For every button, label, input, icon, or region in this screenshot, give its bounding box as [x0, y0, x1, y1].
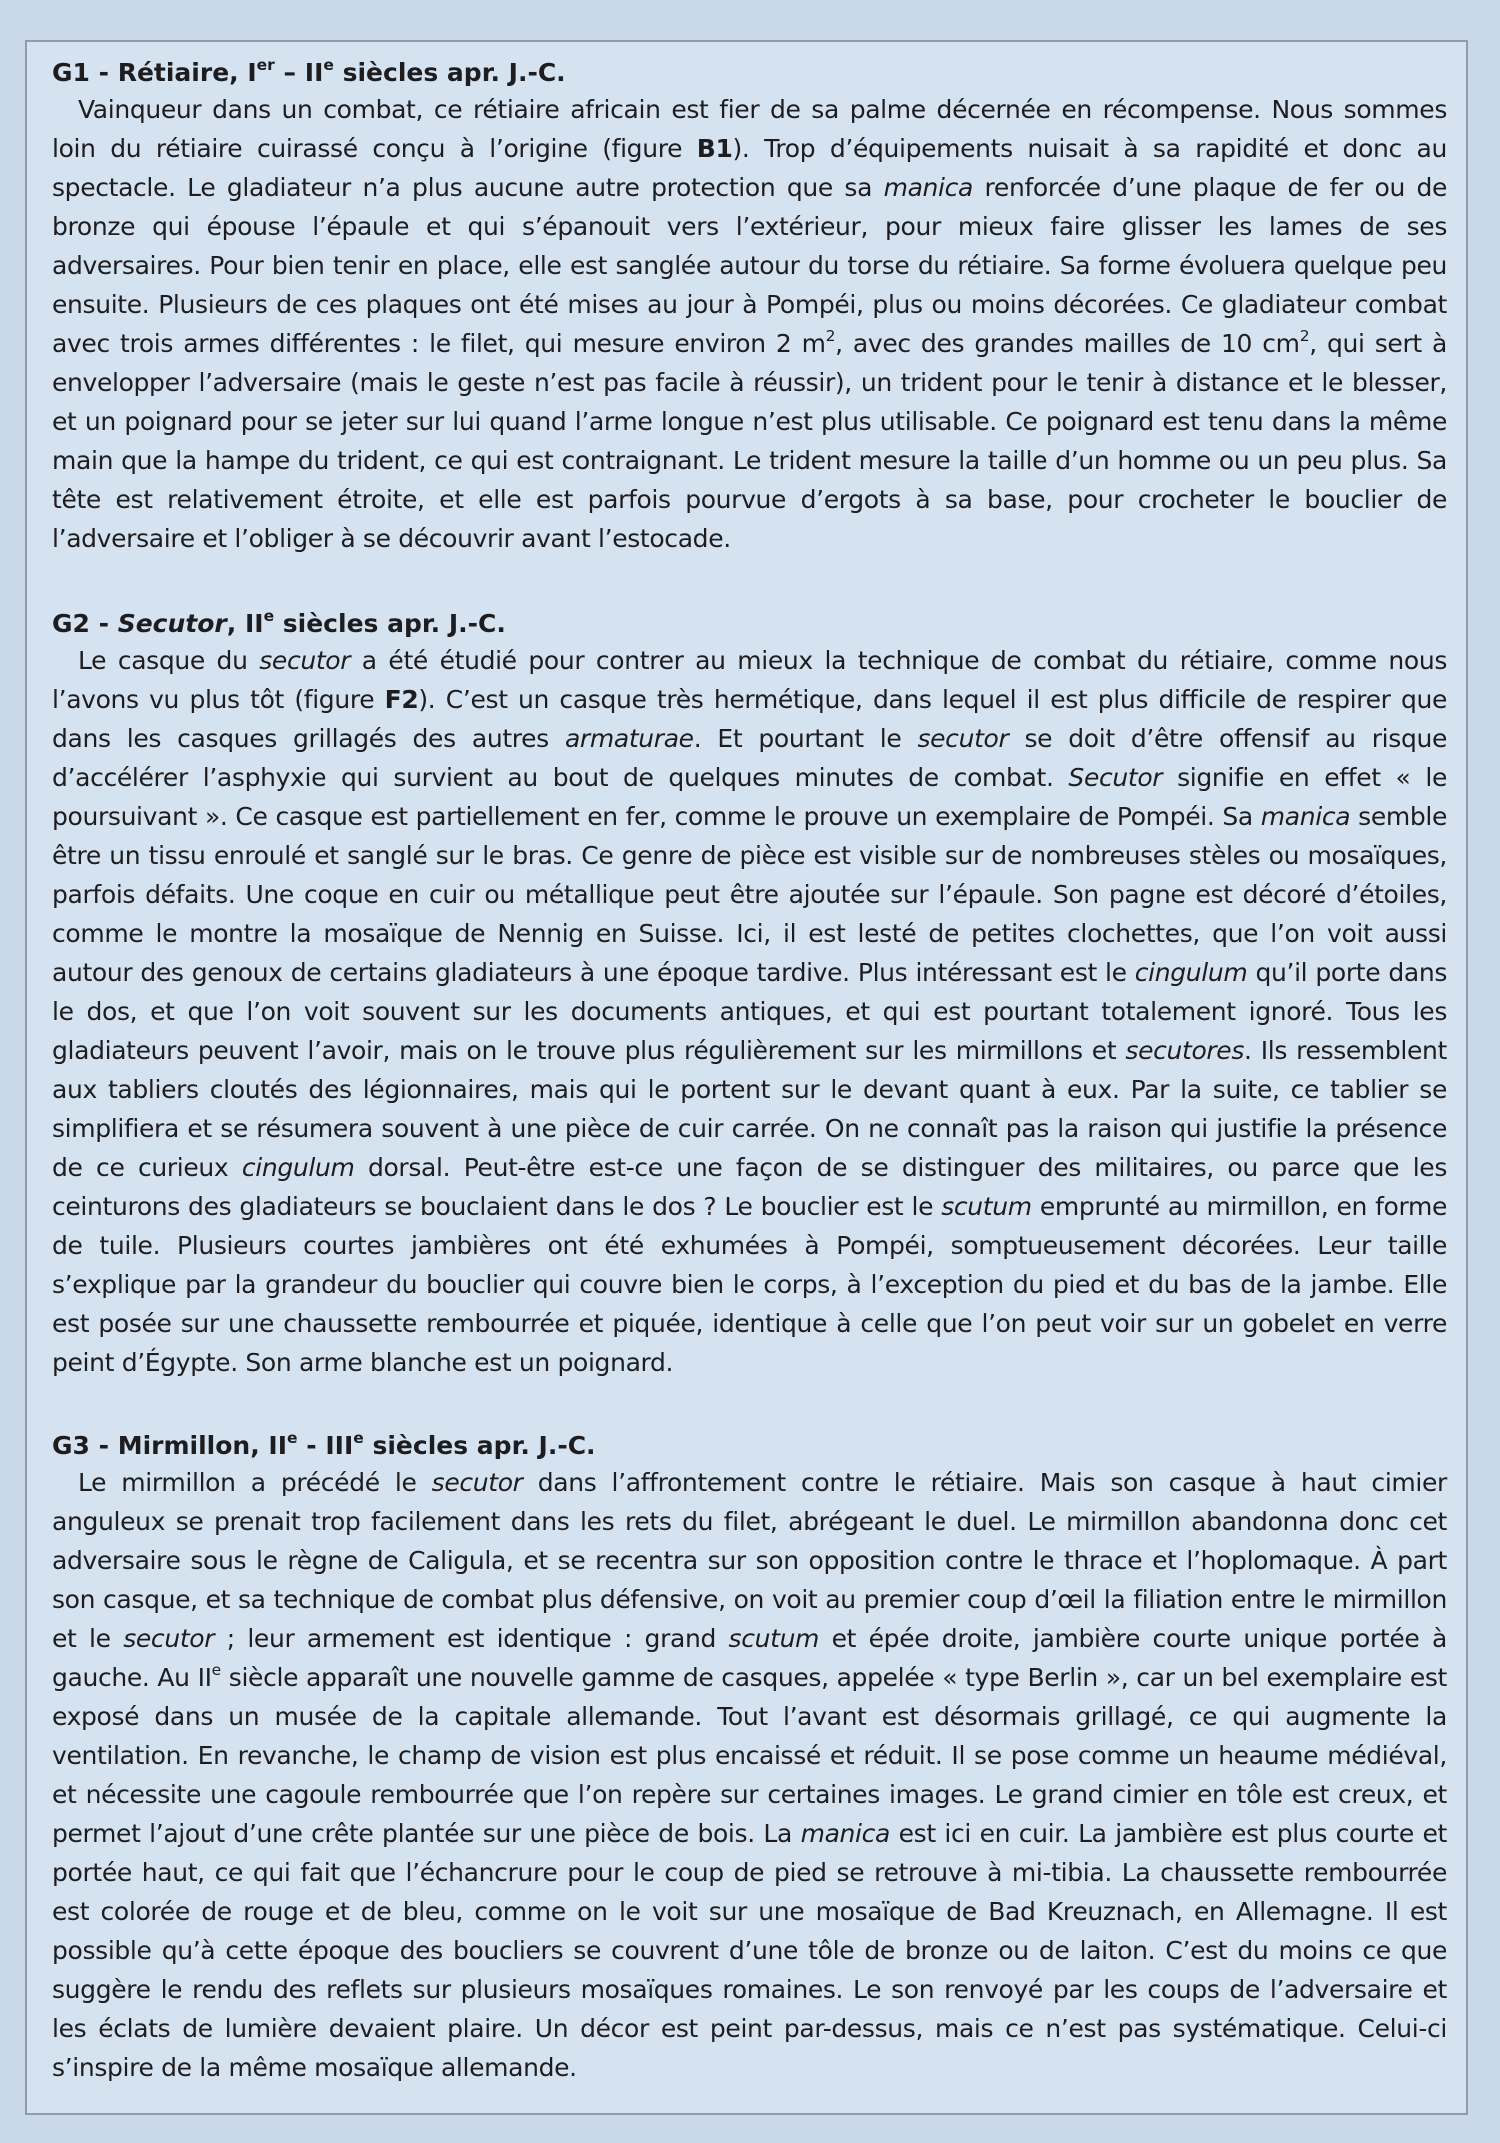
latin-term: secutores [1125, 1036, 1245, 1065]
section-heading [52, 606, 1447, 641]
heading-century-sup: e [323, 55, 334, 74]
figure-ref: B1 [696, 134, 733, 163]
figure-ref: F2 [384, 685, 419, 714]
latin-term: armaturae [564, 724, 694, 753]
heading-century: I [247, 58, 257, 87]
superscript: e [211, 1660, 221, 1679]
heading-period: siècles apr. J.-C. [333, 58, 566, 87]
heading-century: II [304, 58, 324, 87]
latin-term: scutum [941, 1192, 1032, 1221]
section-g2 [52, 606, 1447, 1382]
superscript: 2 [825, 326, 836, 345]
section-g1 [52, 55, 1447, 558]
heading-century: II [268, 1431, 288, 1460]
heading-period: siècles apr. J.-C. [274, 609, 506, 638]
latin-term: scutum [728, 1624, 820, 1653]
heading-century-sup: e [263, 606, 275, 625]
heading-sep: , [226, 609, 245, 638]
heading-century-sup: e [353, 1428, 364, 1447]
latin-term: secutor [431, 1468, 523, 1497]
section-paragraph: Le casque du secutor a été étudié pour contrer au mieux la technique de combat du rétiaire, comme nous l’avons vu plus tôt (figure F2). C’est un casque très hermétique, dans lequel il est plus difficile de respirer que dans les casques grillagés des autres armaturae. Et pourtant le secutor se doit d’être offensif au risque d’accélérer l’asphyxie qui survient au bout de quelques minutes de combat. Secutor signifie en effet « le poursuivant ». Ce casque est partiellement en fer, comme le prouve un exemplaire de Pompéi. Sa manica semble être un tissu enroulé et sanglé sur le bras. Ce genre de pièce est visible sur de nombreuses stèles ou mosaïques, parfois défaits. Une coque en cuir ou métallique peut être ajoutée sur l’épaule. Son pagne est décoré d’étoiles, comme le montre la mosaïque de Nennig en Suisse. Ici, il est lesté de petites clochettes, que l’on voit aussi autour des genoux de certains gladiateurs à une époque tardive. Plus intéressant est le cingulum qu’il porte dans le dos, et que l’on voit souvent sur les documents antiques, et qui est pourtant totalement ignoré. Tous les gladiateurs peuvent l’avoir, mais on le trouve plus régulièrement sur les mirmillons et secutores. Ils ressemblent aux tabliers cloutés des légionnaires, mais qui le portent sur le devant quant à eux. Par la suite, ce tablier se simplifiera et se résumera souvent à une pièce de cuir carrée. On ne connaît pas la raison qui justifie la présence de ce curieux cingulum dorsal. Peut-être est-ce une façon de se distinguer des militaires, ou parce que les ceinturons des gladiateurs se bouclaient dans le dos ? Le bouclier est le scutum emprunté au mirmillon, en forme de tuile. Plusieurs courtes jambières ont été exhumées à Pompéi, somptueusement décorées. Leur taille s’explique par la grandeur du bouclier qui couvre bien le corps, à l’exception du pied et du bas de la jambe. Elle est posée sur une chaussette rembourrée et piquée, identique à celle que l’on peut voir sur un gobelet en verre peint d’Égypte. Son arme blanche est un poignard. [52, 646, 1448, 1377]
heading-century-sup: er [256, 55, 275, 74]
latin-term: cingulum [1134, 958, 1248, 987]
section-paragraph: Vainqueur dans un combat, ce rétiaire africain est fier de sa palme décernée en récompense. Nous sommes loin du rétiaire cuirassé conçu à l’origine (figure B1). Trop d’équipements nuisait à sa rapidité et donc au spectacle. Le gladiateur n’a plus aucune autre protection que sa manica renforcée d’une plaque de fer ou de bronze qui épouse l’épaule et qui s’épanouit vers l’extérieur, pour mieux faire glisser les lames de ses adversaires. Pour bien tenir en place, elle est sanglée autour du torse du rétiaire. Sa forme évoluera quelque peu ensuite. Plusieurs de ces plaques ont été mises au jour à Pompéi, plus ou moins décorées. Ce gladiateur combat avec trois armes différentes : le filet, qui mesure environ 2 $m^2$, avec des grandes mailles de 10 $cm^2$, qui sert à envelopper l’adversaire (mais le geste n’est pas facile à réussir), un trident pour le tenir à distance et le blesser, et un poignard pour se jeter sur lui quand l’arme longue n’est plus utilisable. Ce poignard est tenu dans la même main que la hampe du trident, ce qui est contraignant. Le trident mesure la taille d’un homme ou un peu plus. Sa tête est relativement étroite, et elle est parfois pourvue d’ergots à sa base, pour crocheter le bouclier de l’adversaire et l’obliger à se découvrir avant l’estocade. [52, 95, 1448, 553]
latin-term: Secutor [1068, 763, 1163, 792]
heading-dash: - [297, 1431, 326, 1460]
latin-term: cingulum [241, 1153, 355, 1182]
heading-code: G1 - [52, 58, 118, 87]
heading-dash: – [274, 58, 305, 87]
heading-period: siècles apr. J.-C. [363, 1431, 596, 1460]
heading-name: Mirmillon, [117, 1431, 269, 1460]
heading-name: Rétiaire, [117, 58, 248, 87]
latin-term: secutor [259, 646, 351, 675]
heading-name: Secutor [117, 609, 227, 638]
heading-century: II [244, 609, 264, 638]
heading-code: G2 - [52, 609, 118, 638]
latin-term: secutor [123, 1624, 215, 1653]
heading-code: G3 - [52, 1431, 118, 1460]
section-heading [52, 55, 1447, 90]
section-g3 [52, 1428, 1447, 2087]
heading-century: III [325, 1431, 354, 1460]
section-paragraph: Le mirmillon a précédé le secutor dans l’affrontement contre le rétiaire. Mais son casque à haut cimier anguleux se prenait trop facilement dans les rets du filet, abrégeant le duel. Le mirmillon abandonna donc cet adversaire sous le règne de Caligula, et se recentra sur son opposition contre le thrace et l’hoplomaque. À part son casque, et sa technique de combat plus défensive, on voit au premier coup d’œil la filiation entre le mirmillon et le secutor ; leur armement est identique : grand scutum et épée droite, jambière courte unique portée à gauche. Au IIe siècle apparaît une nouvelle gamme de casques, appelée « type Berlin », car un bel exemplaire est exposé dans un musée de la capitale allemande. Tout l’avant est désormais grillagé, ce qui augmente la ventilation. En revanche, le champ de vision est plus encaissé et réduit. Il se pose comme un heaume médiéval, et nécessite une cagoule rembourrée que l’on repère sur certaines images. Le grand cimier en tôle est creux, et permet l’ajout d’une crête plantée sur une pièce de bois. La manica est ici en cuir. La jambière est plus courte et portée haut, ce qui fait que l’échancrure pour le coup de pied se retrouve à mi-tibia. La chaussette rembourrée est colorée de rouge et de bleu, comme on le voit sur une mosaïque de Bad Kreuznach, en Allemagne. Il est possible qu’à cette époque des boucliers se couvrent d’une tôle de bronze ou de laiton. C’est du moins ce que suggère le rendu des reflets sur plusieurs mosaïques romaines. Le son renvoyé par les coups de l’adversaire et les éclats de lumière devaient plaire. Un décor est peint par-dessus, mais ce n’est pas systématique. Celui-ci s’inspire de la même mosaïque allemande. [52, 1468, 1447, 2082]
latin-term: manica [800, 1819, 891, 1848]
heading-century-sup: e [287, 1428, 298, 1447]
superscript: 2 [1299, 326, 1310, 345]
section-heading [52, 1428, 1447, 1463]
latin-term: manica [1260, 802, 1351, 831]
latin-term: secutor [917, 724, 1009, 753]
latin-term: manica [883, 173, 974, 202]
